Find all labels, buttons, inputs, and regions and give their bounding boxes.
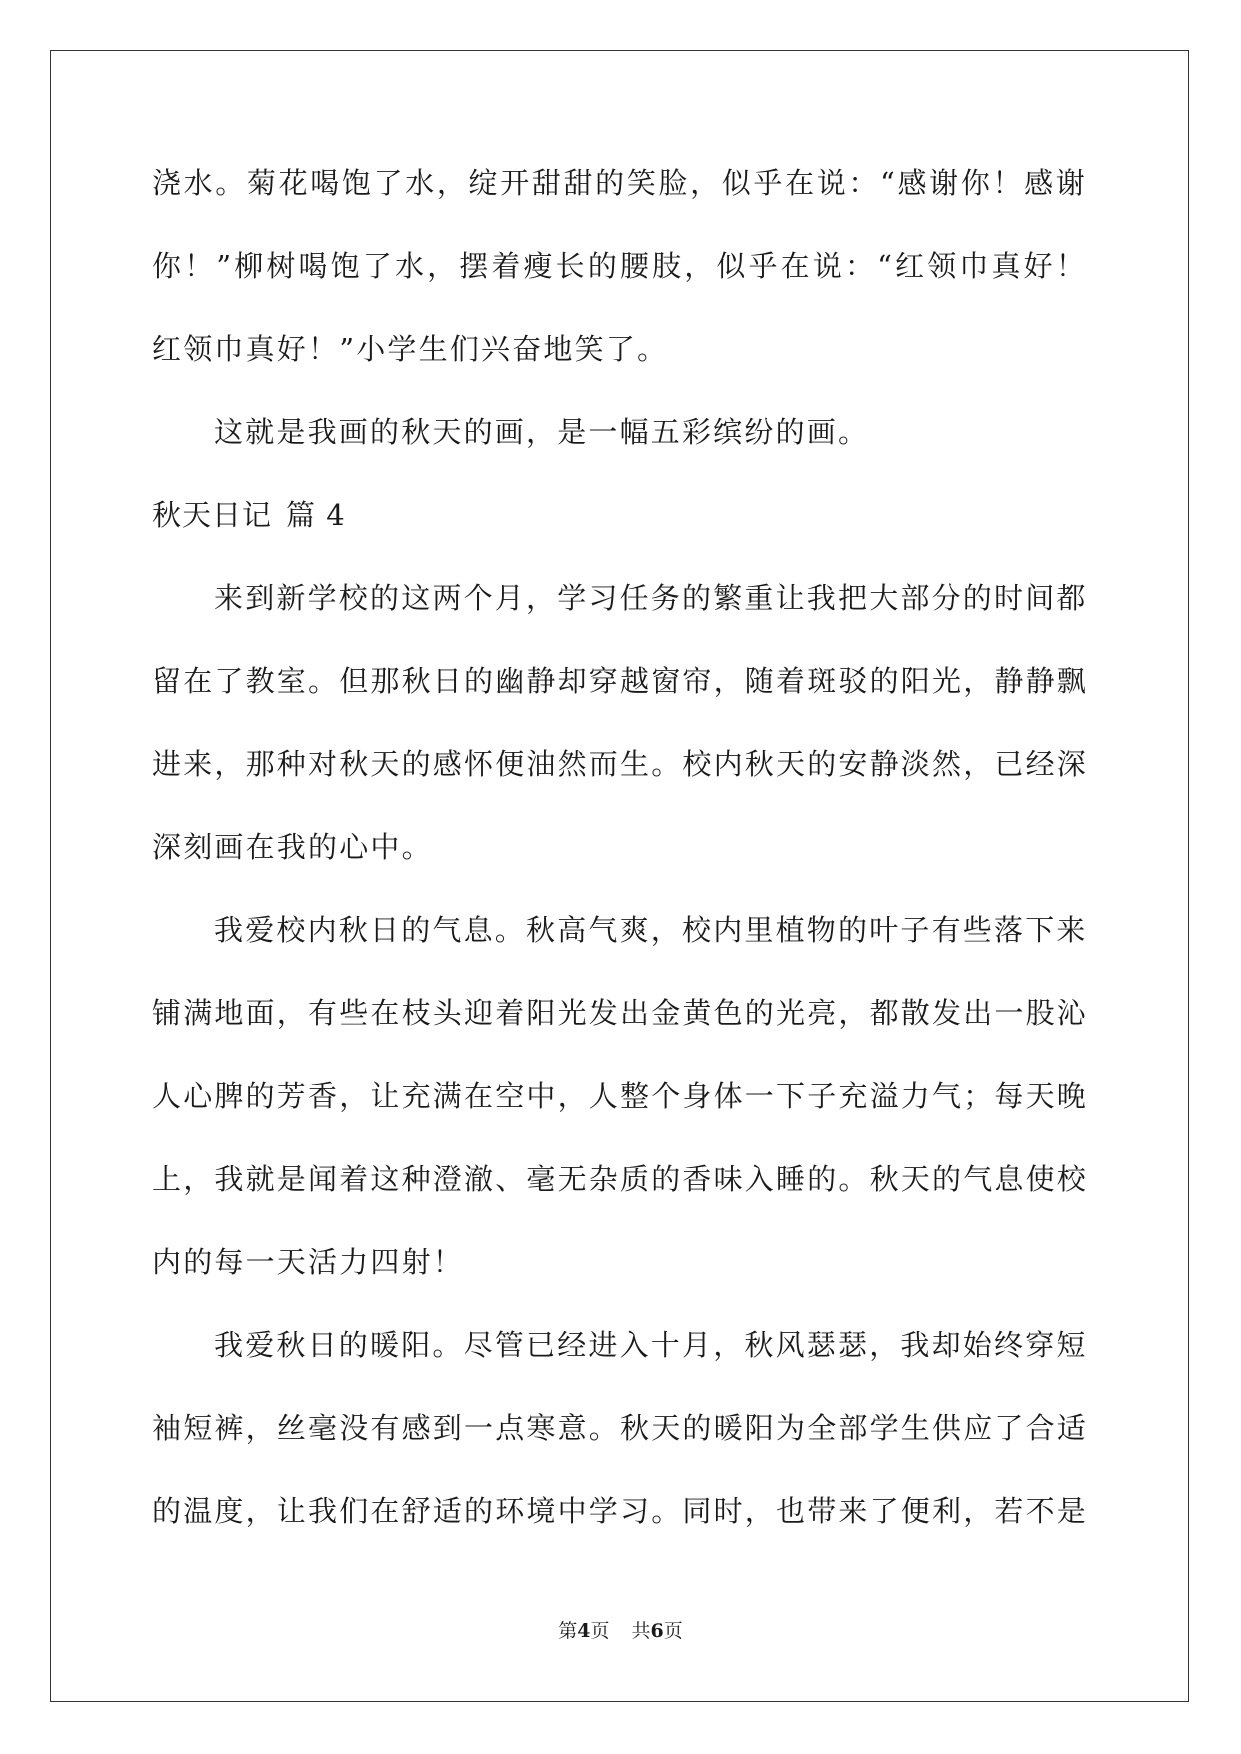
paragraph (152, 1322, 1087, 1571)
text-line: 浇水。菊花喝饱了水，绽开甜甜的笑脸，似乎在说：“感谢你！感谢 (152, 166, 1087, 200)
paragraph (152, 409, 1087, 492)
text-line: 进来，那种对秋天的感怀便油然而生。校内秋天的安静淡然，已经深 (152, 747, 1089, 781)
text-line: 红领巾真好！”小学生们兴奋地笑了。 (152, 332, 669, 366)
section-heading (152, 492, 1087, 575)
total-pages: 6 (650, 1620, 664, 1642)
text-line: 你！”柳树喝饱了水，摆着瘦长的腰肢，似乎在说：“红领巾真好！ (152, 249, 1087, 283)
total-prefix: 共 (631, 1620, 651, 1642)
total-suffix: 页 (663, 1620, 683, 1642)
text-line: 袖短裤，丝毫没有感到一点寒意。秋天的暖阳为全部学生供应了合适 (152, 1411, 1089, 1445)
page-suffix: 页 (590, 1620, 610, 1642)
page-number: 4 (577, 1620, 591, 1642)
text-line: 内的每一天活力四射！ (152, 1245, 465, 1279)
text-line: 上，我就是闻着这种澄澈、毫无杂质的香味入睡的。秋天的气息使校 (152, 1162, 1089, 1196)
paragraph (152, 575, 1087, 907)
page-prefix: 第 (558, 1620, 578, 1642)
page-footer (0, 1616, 1241, 1643)
text-line: 我爱秋日的暖阳。尽管已经进入十月，秋风瑟瑟，我却始终穿短 (214, 1328, 1088, 1362)
text-line: 深刻画在我的心中。 (152, 830, 433, 864)
section-title: 秋天日记 (152, 498, 273, 532)
text-line: 这就是我画的秋天的画，是一幅五彩缤纷的画。 (214, 415, 870, 449)
text-line: 我爱校内秋日的气息。秋高气爽，校内里植物的叶子有些落下来 (214, 913, 1088, 947)
paragraph (152, 160, 1087, 409)
section-number: 篇 4 (286, 498, 346, 532)
text-line: 铺满地面，有些在枝头迎着阳光发出金黄色的光亮，都散发出一股沁 (152, 996, 1089, 1030)
document-body (152, 160, 1087, 1571)
text-line: 来到新学校的这两个月，学习任务的繁重让我把大部分的时间都 (214, 581, 1088, 615)
paragraph (152, 907, 1087, 1322)
text-line: 的温度，让我们在舒适的环境中学习。同时，也带来了便利，若不是 (152, 1494, 1089, 1528)
text-line: 人心脾的芳香，让充满在空中，人整个身体一下子充溢力气；每天晚 (152, 1079, 1089, 1113)
text-line: 留在了教室。但那秋日的幽静却穿越窗帘，随着斑驳的阳光，静静飘 (152, 664, 1089, 698)
